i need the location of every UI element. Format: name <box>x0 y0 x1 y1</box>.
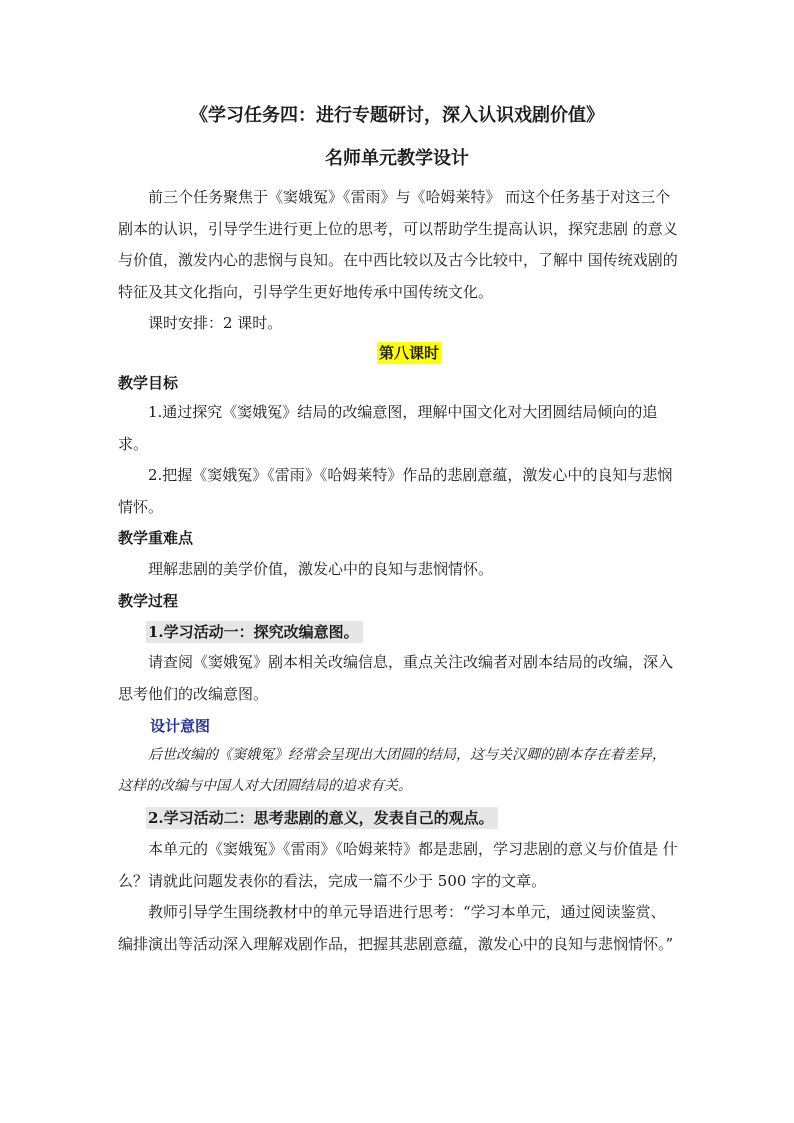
teacher-guidance-paragraph: 教师引导学生围绕教材中的单元导语进行思考：“学习本单元，通过阅读鉴赏、编排演出等活动深入理解戏剧作品，把握其悲剧意蕴，激发心中的良知与悲悯情怀。” <box>118 903 674 953</box>
goal-item-2: 2.把握《窦娥冤》《雷雨》《哈姆莱特》作品的悲剧意蕴，激发心中的良知与悲悯情怀。 <box>118 466 673 516</box>
document-subtitle: 名师单元教学设计 <box>325 148 469 169</box>
design-intent-heading: 设计意图 <box>150 717 211 735</box>
goal-item-1: 1.通过探究《窦娥冤》结局的改编意图，理解中国文化对大团圆结局倾向的追求。 <box>118 403 658 453</box>
document-title: 《学习任务四：进行专题研讨，深入认识戏剧价值》 <box>190 105 604 126</box>
process-heading: 教学过程 <box>118 592 179 610</box>
difficulty-paragraph: 理解悲剧的美学价值，激发心中的良知与悲悯情怀。 <box>148 560 494 578</box>
difficulty-heading: 教学重难点 <box>118 529 194 547</box>
activity-2-title: 2.学习活动二：思考悲剧的意义，发表自己的观点。 <box>146 807 498 829</box>
schedule-paragraph: 课时安排：2 课时。 <box>148 314 283 332</box>
design-intent-paragraph: 后世改编的《窦娥冤》经常会呈现出大团圆的结局，这与关汉卿的剧本存在着差异，这样的改编与中国人对大团圆结局的追求有关。 <box>118 747 666 794</box>
activity-1-title: 1.学习活动一：探究改编意图。 <box>146 621 363 643</box>
activity-2-paragraph: 本单元的《窦娥冤》《雷雨》《哈姆莱特》都是悲剧，学习悲剧的意义与价值是 什么？请就此问题发表你的看法，完成一篇不少于 500 字的文章。 <box>118 840 678 890</box>
lesson-label: 第八课时 <box>379 344 440 362</box>
intro-paragraph: 前三个任务聚焦于《窦娥冤》《雷雨》与《哈姆莱特》 而这个任务基于对这三个剧本的认识，引导学生进行更上位的思考，可以帮助学生提高认识，探究悲剧 的意义与价值，激发内心的悲悯与良知。在中西比较以及古今比较中，了解中 国传统戏剧的特征及其文化指向，引导学生更好地传承中国传统文化。 <box>118 188 678 301</box>
activity-1-paragraph: 请查阅《窦娥冤》剧本相关改编信息，重点关注改编者对剧本结局的改编，深入思考他们的改编意图。 <box>118 653 674 703</box>
goals-heading: 教学目标 <box>118 374 179 392</box>
